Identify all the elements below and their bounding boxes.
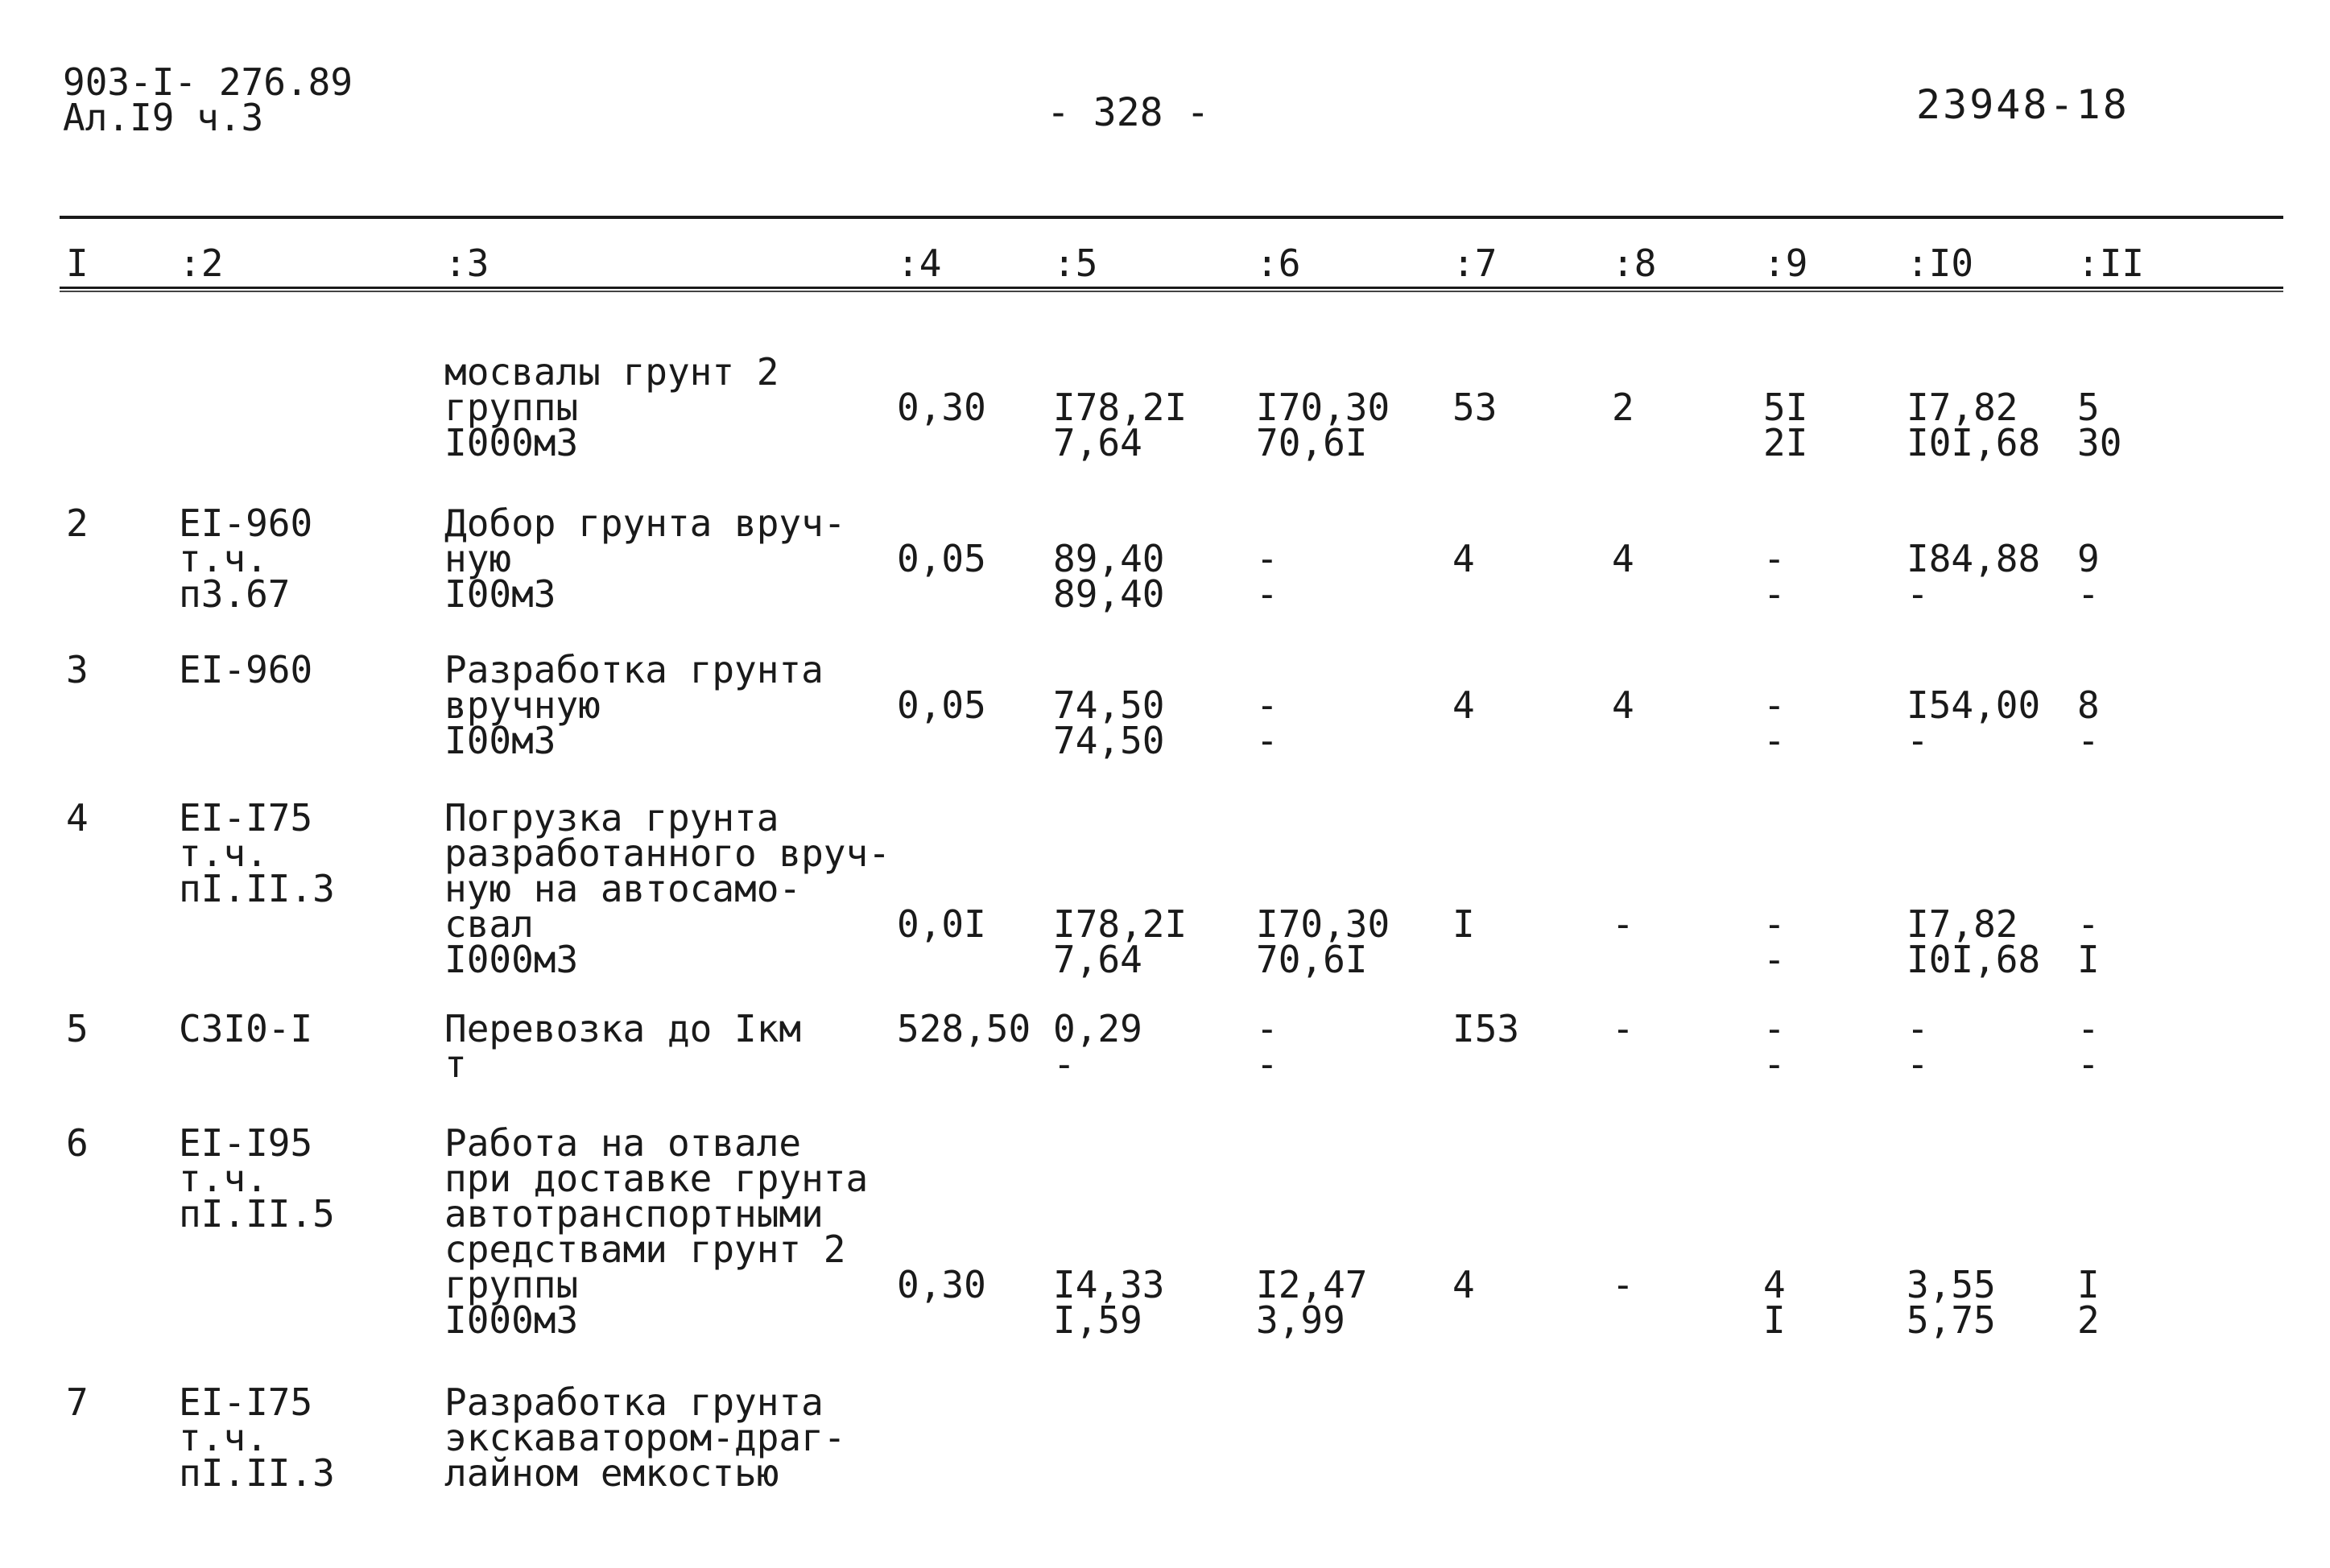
col9-value bbox=[1763, 1263, 1786, 1342]
work-description bbox=[444, 350, 779, 464]
col11-value bbox=[2077, 386, 2122, 464]
work-description-line: I000м3 bbox=[444, 938, 579, 981]
col11-value-line: - bbox=[2077, 719, 2100, 762]
col5-value-line: - bbox=[1053, 1042, 1076, 1086]
col5-value-line: 74,50 bbox=[1053, 683, 1165, 727]
col7-value bbox=[1452, 1007, 1520, 1050]
work-description-line: при доставке грунта bbox=[444, 1157, 869, 1200]
col9-value-line: 2I bbox=[1763, 421, 1808, 464]
table-top-rule bbox=[60, 216, 2283, 219]
col7-value-line: I bbox=[1452, 902, 1475, 946]
col10-value-line: - bbox=[1907, 1007, 1929, 1050]
table-header-rule bbox=[60, 287, 2283, 289]
col11-value bbox=[2077, 902, 2100, 981]
col10-value-line: 5,75 bbox=[1907, 1298, 1996, 1342]
col11-value bbox=[2077, 1007, 2100, 1086]
col11-value-line: I bbox=[2077, 938, 2100, 981]
col7-value bbox=[1452, 902, 1475, 946]
row-number bbox=[66, 648, 89, 691]
col5-value bbox=[1053, 537, 1165, 616]
col5-value-line: 74,50 bbox=[1053, 719, 1165, 762]
work-description bbox=[444, 1007, 802, 1086]
col8-value bbox=[1612, 1007, 1634, 1050]
row-number-line: 2 bbox=[66, 501, 89, 545]
col7-value bbox=[1452, 683, 1475, 727]
col9-value-line: - bbox=[1763, 537, 1786, 580]
quantity-line: 0,05 bbox=[897, 683, 986, 727]
col11-value bbox=[2077, 683, 2100, 762]
norm-code-line: EI-960 bbox=[179, 501, 313, 545]
col5-value-line: 89,40 bbox=[1053, 537, 1165, 580]
col11-value-line: I bbox=[2077, 1263, 2100, 1306]
col9-value-line: I bbox=[1763, 1298, 1786, 1342]
norm-code-line: EI-960 bbox=[179, 648, 313, 691]
col6-value-line: - bbox=[1256, 1007, 1279, 1050]
row-number bbox=[66, 1007, 89, 1050]
work-description bbox=[444, 796, 890, 981]
col6-value bbox=[1256, 1263, 1368, 1342]
col8-value bbox=[1612, 902, 1634, 946]
column-header-4: :4 bbox=[897, 241, 942, 285]
col9-value-line: - bbox=[1763, 938, 1786, 981]
work-description bbox=[444, 501, 846, 616]
quantity bbox=[897, 683, 986, 727]
work-description-line: I000м3 bbox=[444, 1298, 579, 1342]
norm-code bbox=[179, 1380, 335, 1495]
col10-value bbox=[1907, 1263, 1996, 1342]
col10-value-line: I54,00 bbox=[1907, 683, 2041, 727]
col10-value-line: I84,88 bbox=[1907, 537, 2041, 580]
col11-value bbox=[2077, 1263, 2100, 1342]
work-description-line: Разработка грунта bbox=[444, 648, 824, 691]
column-header-8: :8 bbox=[1612, 241, 1657, 285]
col9-value-line: 4 bbox=[1763, 1263, 1786, 1306]
norm-code-line: т.ч. bbox=[179, 537, 268, 580]
col10-value-line: 3,55 bbox=[1907, 1263, 1996, 1306]
col9-value bbox=[1763, 386, 1808, 464]
col6-value bbox=[1256, 1007, 1279, 1086]
norm-code-line: пI.II.5 bbox=[179, 1192, 335, 1236]
col11-value-line: 9 bbox=[2077, 537, 2100, 580]
col11-value-line: - bbox=[2077, 902, 2100, 946]
col11-value-line: 2 bbox=[2077, 1298, 2100, 1342]
col11-value-line: - bbox=[2077, 572, 2100, 616]
work-description-line: группы bbox=[444, 386, 579, 429]
norm-code-line: т.ч. bbox=[179, 1157, 268, 1200]
col7-value bbox=[1452, 537, 1475, 580]
col10-value-line: I0I,68 bbox=[1907, 938, 2041, 981]
norm-code-line: т.ч. bbox=[179, 1416, 268, 1459]
quantity bbox=[897, 1263, 986, 1306]
column-header-10: :I0 bbox=[1907, 241, 1974, 285]
work-description-line: I000м3 bbox=[444, 421, 579, 464]
col7-value-line: I53 bbox=[1452, 1007, 1520, 1050]
row-number bbox=[66, 1380, 89, 1424]
col6-value-line: I70,30 bbox=[1256, 386, 1390, 429]
col6-value-line: 3,99 bbox=[1256, 1298, 1345, 1342]
norm-code bbox=[179, 501, 313, 616]
col9-value-line: 5I bbox=[1763, 386, 1808, 429]
document-code bbox=[63, 60, 353, 139]
col6-value bbox=[1256, 683, 1279, 762]
column-header-1: I bbox=[66, 241, 89, 285]
col9-value bbox=[1763, 537, 1786, 616]
work-description-line: Добор грунта вруч- bbox=[444, 501, 846, 545]
col6-value bbox=[1256, 386, 1390, 464]
row-number bbox=[66, 796, 89, 840]
col10-value-line: I0I,68 bbox=[1907, 421, 2041, 464]
col11-value bbox=[2077, 537, 2100, 616]
row-number-line: 7 bbox=[66, 1380, 89, 1424]
quantity-line: 0,0I bbox=[897, 902, 986, 946]
work-description-line: разработанного вруч- bbox=[444, 831, 890, 875]
work-description-line: группы bbox=[444, 1263, 579, 1306]
work-description-line: т bbox=[444, 1042, 467, 1086]
col5-value-line: 89,40 bbox=[1053, 572, 1165, 616]
col6-value-line: 70,6I bbox=[1256, 421, 1368, 464]
col5-value-line: I4,33 bbox=[1053, 1263, 1165, 1306]
work-description-line: свал bbox=[444, 902, 534, 946]
col6-value-line: I70,30 bbox=[1256, 902, 1390, 946]
col6-value-line: - bbox=[1256, 719, 1279, 762]
col9-value-line: - bbox=[1763, 719, 1786, 762]
col8-value-line: - bbox=[1612, 1007, 1634, 1050]
col6-value bbox=[1256, 537, 1279, 616]
col9-value bbox=[1763, 1007, 1786, 1086]
col5-value-line: 7,64 bbox=[1053, 938, 1142, 981]
quantity-line: 528,50 bbox=[897, 1007, 1031, 1050]
col6-value-line: - bbox=[1256, 572, 1279, 616]
column-header-6: :6 bbox=[1256, 241, 1301, 285]
col10-value-line: - bbox=[1907, 719, 1929, 762]
quantity bbox=[897, 386, 986, 429]
norm-code-line: пI.II.3 bbox=[179, 1451, 335, 1495]
norm-code-line: т.ч. bbox=[179, 831, 268, 875]
work-description-line: ную bbox=[444, 537, 512, 580]
col10-value bbox=[1907, 902, 2041, 981]
quantity-line: 0,30 bbox=[897, 386, 986, 429]
col7-value-line: 4 bbox=[1452, 683, 1475, 727]
col5-value-line: I,59 bbox=[1053, 1298, 1142, 1342]
work-description-line: экскаватором-драг- bbox=[444, 1416, 846, 1459]
page-number: - 328 - bbox=[1047, 90, 1210, 135]
column-header-7: :7 bbox=[1452, 241, 1498, 285]
archive-stamp: 23948-18 bbox=[1916, 81, 2130, 128]
column-header-2: :2 bbox=[179, 241, 224, 285]
work-description-line: Работа на отвале bbox=[444, 1121, 802, 1165]
work-description-line: мосвалы грунт 2 bbox=[444, 350, 779, 394]
col9-value-line: - bbox=[1763, 1007, 1786, 1050]
column-header-11: :II bbox=[2077, 241, 2145, 285]
quantity bbox=[897, 1007, 1031, 1050]
col11-value-line: 30 bbox=[2077, 421, 2122, 464]
col10-value bbox=[1907, 537, 2041, 616]
col8-value-line: - bbox=[1612, 1263, 1634, 1306]
col5-value-line: I78,2I bbox=[1053, 386, 1188, 429]
norm-code-line: EI-I75 bbox=[179, 1380, 313, 1424]
row-number-line: 6 bbox=[66, 1121, 89, 1165]
table-header-rule-double bbox=[60, 291, 2283, 292]
col11-value-line: - bbox=[2077, 1042, 2100, 1086]
col11-value-line: 5 bbox=[2077, 386, 2100, 429]
work-description-line: I00м3 bbox=[444, 572, 556, 616]
work-description-line: Перевозка до Iкм bbox=[444, 1007, 802, 1050]
col7-value-line: 4 bbox=[1452, 1263, 1475, 1306]
col6-value-line: I2,47 bbox=[1256, 1263, 1368, 1306]
col8-value-line: 4 bbox=[1612, 683, 1634, 727]
col9-value bbox=[1763, 683, 1786, 762]
col6-value-line: - bbox=[1256, 683, 1279, 727]
col6-value-line: - bbox=[1256, 1042, 1279, 1086]
col5-value bbox=[1053, 902, 1188, 981]
col6-value bbox=[1256, 902, 1390, 981]
norm-code-line: п3.67 bbox=[179, 572, 291, 616]
document-code-line2: Ал.I9 ч.3 bbox=[63, 96, 264, 139]
work-description-line: вручную bbox=[444, 683, 601, 727]
col9-value-line: - bbox=[1763, 683, 1786, 727]
col10-value-line: - bbox=[1907, 572, 1929, 616]
quantity-line: 0,30 bbox=[897, 1263, 986, 1306]
norm-code-line: EI-I95 bbox=[179, 1121, 313, 1165]
norm-code-line: C3I0-I bbox=[179, 1007, 313, 1050]
col6-value-line: - bbox=[1256, 537, 1279, 580]
col8-value bbox=[1612, 386, 1634, 429]
work-description-line: Погрузка грунта bbox=[444, 796, 779, 840]
col8-value-line: 2 bbox=[1612, 386, 1634, 429]
col11-value-line: 8 bbox=[2077, 683, 2100, 727]
norm-code bbox=[179, 1121, 335, 1236]
work-description bbox=[444, 1380, 846, 1495]
row-number bbox=[66, 501, 89, 545]
row-number-line: 4 bbox=[66, 796, 89, 840]
col10-value bbox=[1907, 1007, 1929, 1086]
col9-value bbox=[1763, 902, 1786, 981]
col10-value-line: I7,82 bbox=[1907, 902, 2018, 946]
col10-value bbox=[1907, 386, 2041, 464]
col8-value-line: 4 bbox=[1612, 537, 1634, 580]
work-description bbox=[444, 1121, 869, 1342]
col9-value-line: - bbox=[1763, 1042, 1786, 1086]
work-description-line: Разработка грунта bbox=[444, 1380, 824, 1424]
norm-code bbox=[179, 1007, 313, 1050]
quantity bbox=[897, 537, 986, 580]
col11-value-line: - bbox=[2077, 1007, 2100, 1050]
col5-value-line: 7,64 bbox=[1053, 421, 1142, 464]
col5-value bbox=[1053, 1007, 1142, 1086]
row-number-line: 3 bbox=[66, 648, 89, 691]
col8-value bbox=[1612, 683, 1634, 727]
document-code-line1: 903-I- 276.89 bbox=[63, 60, 353, 104]
col9-value-line: - bbox=[1763, 572, 1786, 616]
norm-code-line: EI-I75 bbox=[179, 796, 313, 840]
col10-value-line: - bbox=[1907, 1042, 1929, 1086]
column-header-3: :3 bbox=[444, 241, 490, 285]
column-header-9: :9 bbox=[1763, 241, 1808, 285]
col5-value bbox=[1053, 683, 1165, 762]
quantity bbox=[897, 902, 986, 946]
row-number-line: 5 bbox=[66, 1007, 89, 1050]
norm-code bbox=[179, 648, 313, 691]
quantity-line: 0,05 bbox=[897, 537, 986, 580]
col7-value-line: 4 bbox=[1452, 537, 1475, 580]
work-description bbox=[444, 648, 824, 762]
col10-value bbox=[1907, 683, 2041, 762]
col6-value-line: 70,6I bbox=[1256, 938, 1368, 981]
work-description-line: ную на автосамо- bbox=[444, 867, 802, 910]
col10-value-line: I7,82 bbox=[1907, 386, 2018, 429]
col5-value-line: I78,2I bbox=[1053, 902, 1188, 946]
work-description-line: автотранспортными bbox=[444, 1192, 824, 1236]
norm-code-line: пI.II.3 bbox=[179, 867, 335, 910]
col8-value bbox=[1612, 537, 1634, 580]
col7-value-line: 53 bbox=[1452, 386, 1498, 429]
work-description-line: I00м3 bbox=[444, 719, 556, 762]
col7-value bbox=[1452, 1263, 1475, 1306]
column-header-5: :5 bbox=[1053, 241, 1098, 285]
row-number bbox=[66, 1121, 89, 1165]
norm-code bbox=[179, 796, 335, 910]
col5-value bbox=[1053, 386, 1188, 464]
work-description-line: лайном емкостью bbox=[444, 1451, 779, 1495]
col8-value bbox=[1612, 1263, 1634, 1306]
col5-value bbox=[1053, 1263, 1165, 1342]
work-description-line: средствами грунт 2 bbox=[444, 1228, 846, 1271]
col9-value-line: - bbox=[1763, 902, 1786, 946]
col8-value-line: - bbox=[1612, 902, 1634, 946]
col5-value-line: 0,29 bbox=[1053, 1007, 1142, 1050]
col7-value bbox=[1452, 386, 1498, 429]
